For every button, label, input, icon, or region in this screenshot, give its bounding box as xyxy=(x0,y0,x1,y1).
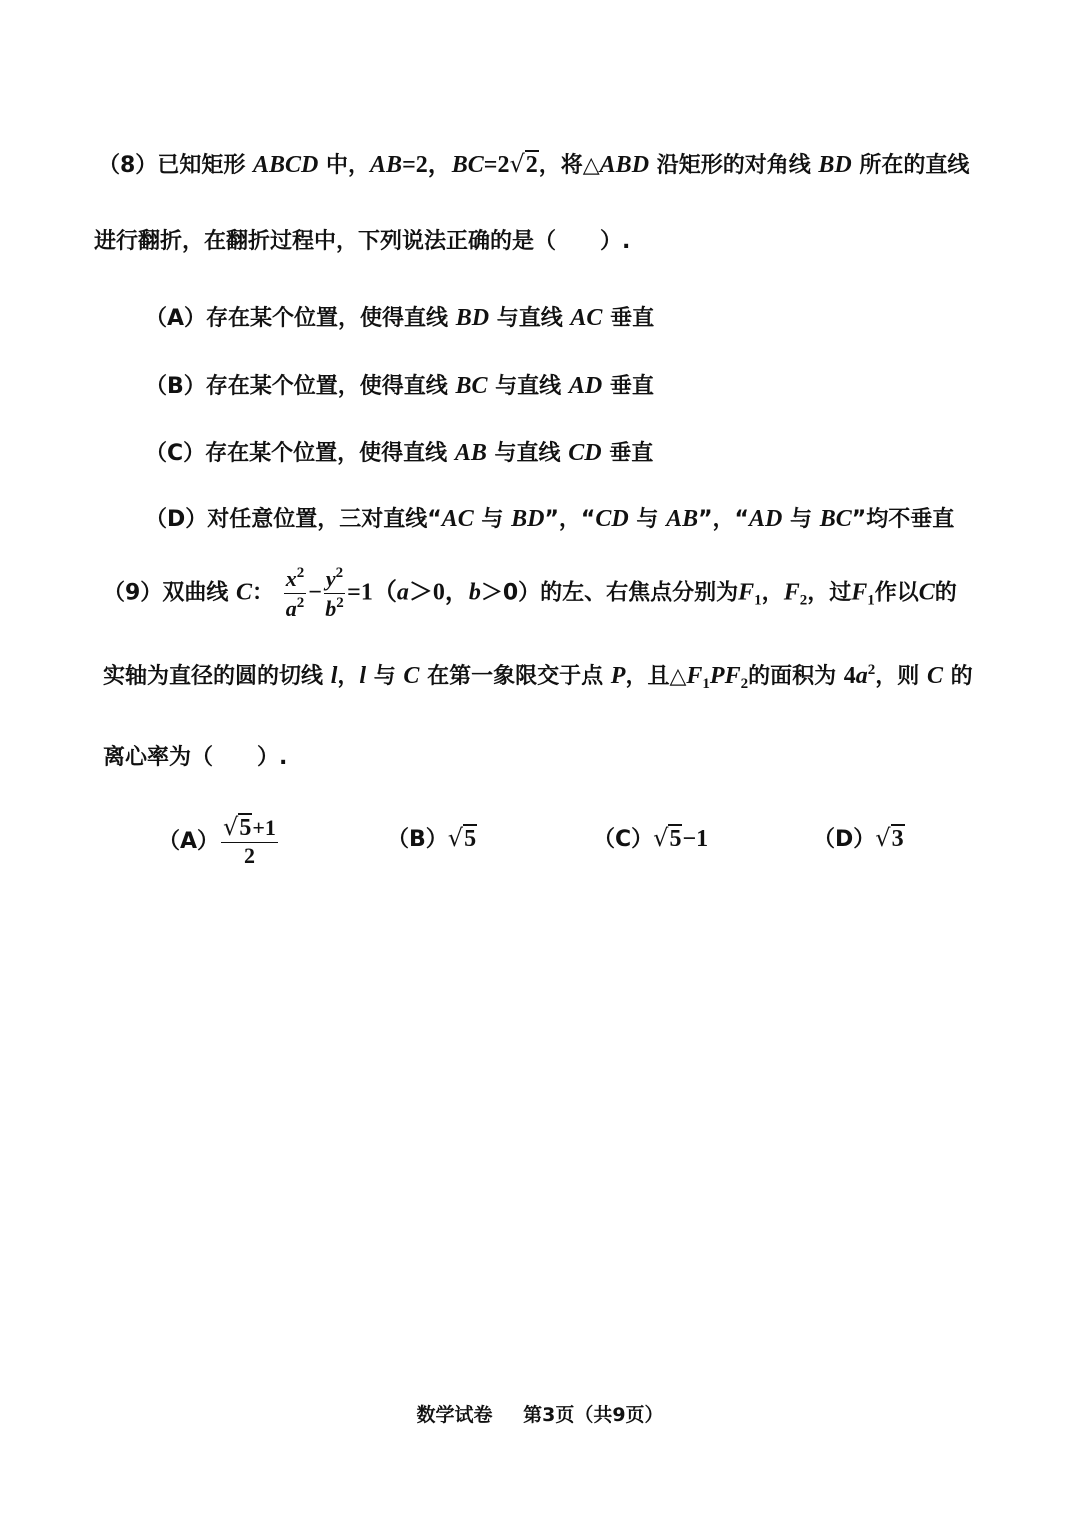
q8-text: ，将△ xyxy=(538,153,600,178)
fraction-x2-a2: $\frac{x^2}{a^2}$ xyxy=(285,565,305,622)
bc-label: BC xyxy=(451,152,484,178)
page-footer xyxy=(0,1400,1080,1427)
ab-label: AB xyxy=(370,152,403,178)
q8-option-a: （A）存在某个位置，使得直线 BD 与直线 AC 垂直 xyxy=(145,305,655,331)
q8-text: 所在的直线 xyxy=(859,153,970,178)
q9-line3: 离心率为（ ）. xyxy=(103,745,288,770)
q8-option-c: （C）存在某个位置，使得直线 AB 与直线 CD 垂直 xyxy=(145,440,654,466)
q8-text: 沿矩形的对角线 xyxy=(656,153,811,178)
q9-answer-b: （B）√5 xyxy=(387,824,477,852)
rect-name: ABCD xyxy=(253,152,319,178)
fraction-y2-b2: $\frac{y^2}{b^2}$ xyxy=(325,565,344,622)
q8-option-b: （B）存在某个位置，使得直线 BC 与直线 AD 垂直 xyxy=(145,373,654,399)
q9-number: （9） xyxy=(103,580,163,606)
triangle-name: ABD xyxy=(599,152,650,178)
q8-number: （8） xyxy=(98,153,158,178)
footer-page-number: 第3页（共9页） xyxy=(523,1404,664,1426)
q9-answer-d: （D）√3 xyxy=(813,824,904,852)
q8-line1 xyxy=(98,152,969,177)
ab-value: =2， xyxy=(402,152,452,178)
q9-answer-a: （A） $\frac{√5+1}{2}$ xyxy=(158,813,276,869)
sqrt-2: √2 xyxy=(509,150,538,178)
q9-line1: （9）双曲线 C： $\frac{x^2}{a^2}$ − $\frac{y^2}{b^2}$ =1（a＞0，b＞0）的左、右焦点分别为$F_1$，$F_2$，过$F_1$作以C的 xyxy=(103,565,957,622)
q8-line2: 进行翻折，在翻折过程中，下列说法正确的是（ ）. xyxy=(94,229,631,254)
diagonal-name: BD xyxy=(818,152,852,178)
footer-subject: 数学试卷 xyxy=(416,1404,493,1426)
q8-option-d: （D）对任意位置，三对直线“AC 与 BD”，“CD 与 AB”，“AD 与 BC”均不垂直 xyxy=(145,506,955,532)
bc-value: =2 xyxy=(483,152,510,178)
q8-text: 已知矩形 xyxy=(157,153,246,178)
q9-answer-c: （C）√5−1 xyxy=(593,824,709,852)
q8-text: 中， xyxy=(326,153,371,178)
q9-line2: 实轴为直径的圆的切线 l，l 与 C 在第一象限交于点 P，且$\triangle F_1PF_2$的面积为 $4a^2$，则 C 的 xyxy=(103,662,973,692)
